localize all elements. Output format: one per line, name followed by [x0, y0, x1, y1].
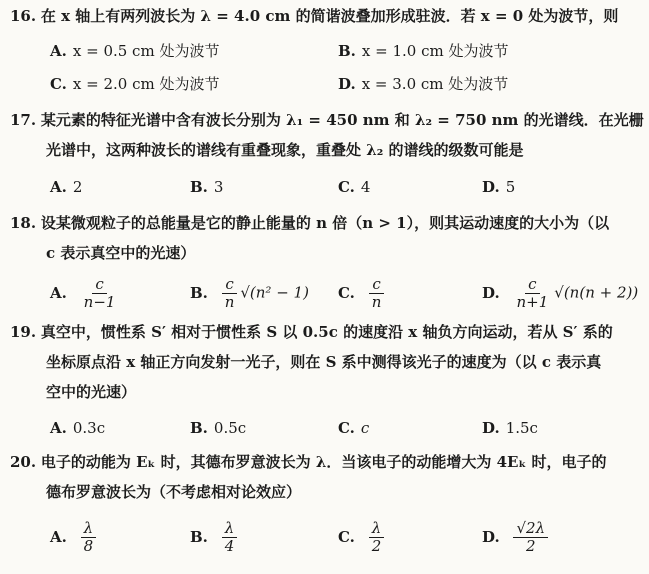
- question-number: 16.: [10, 7, 37, 25]
- question-16-stem-line-1: [10, 6, 618, 26]
- question-19-stem-line-2: 坐标原点沿 x 轴正方向发射一光子，则在 S 系中测得该光子的速度为（以 c 表示真: [46, 353, 602, 371]
- option-c: C. $\frac{\lambda}{2}$: [338, 520, 387, 555]
- radical-expression: √(n(n + 2)): [554, 283, 639, 302]
- question-number: 17.: [10, 111, 37, 129]
- question-20-stem-line-1: 20. 电子的动能为 Eₖ 时，其德布罗意波长为 λ．当该电子的动能增大为 4Eₖ 时，电子的: [10, 453, 607, 471]
- fraction: $\frac{c}{n}$: [222, 276, 238, 311]
- question-19-stem-line-1: 19. 真空中，惯性系 S′ 相对于惯性系 S 以 0.5c 的速度沿 x 轴负方向运动，若从 S′ 系的: [10, 323, 613, 341]
- option-a: A. $\frac{\lambda}{8}$: [50, 520, 99, 555]
- option-a: A. 2: [50, 178, 83, 196]
- fraction: $\frac{√2\lambda}{2}$: [513, 520, 548, 555]
- fraction: $\frac{c}{n-1}$: [83, 275, 116, 311]
- question-number: 20.: [10, 453, 37, 471]
- question-18-stem-line-2: c 表示真空中的光速）: [46, 244, 196, 262]
- question-number: 19.: [10, 323, 37, 341]
- option-a: A. $\frac{c}{n-1}$: [50, 276, 121, 311]
- option-b: B. $\frac{c}{n}$ √(n² − 1): [190, 275, 309, 311]
- fraction: $\frac{\lambda}{2}$: [369, 520, 385, 555]
- option-d: D. 5: [482, 178, 516, 196]
- question-stem-text: 在 x 轴上有两列波长为 λ = 4.0 cm 的简谐波叠加形成驻波．若 x = 0 处为波节，则: [40, 7, 619, 25]
- option-d: D. $\frac{c}{n+1}$ √(n(n + 2)): [482, 275, 639, 311]
- question-18-stem-line-1: 18. 设某微观粒子的总能量是它的静止能量的 n 倍（n > 1），则其运动速度的大小为（以: [10, 214, 610, 232]
- option-c: C. $\frac{c}{n}$: [338, 276, 387, 311]
- option-a: A. x = 0.5 cm 处为波节: [50, 42, 220, 60]
- option-d: D. $\frac{√2\lambda}{2}$: [482, 520, 551, 555]
- fraction: $\frac{c}{n}$: [369, 276, 385, 311]
- radical-expression: √(n² − 1): [240, 283, 309, 302]
- option-b: B. x = 1.0 cm 处为波节: [338, 42, 509, 60]
- fraction: $\frac{\lambda}{8}$: [81, 520, 97, 555]
- fraction: $\frac{c}{n+1}$: [516, 275, 549, 311]
- question-number: 18.: [10, 214, 37, 232]
- option-b: B. 3: [190, 178, 224, 196]
- question-19-stem-line-3: 空中的光速）: [46, 383, 137, 401]
- option-c: C. x = 2.0 cm 处为波节: [50, 75, 220, 93]
- option-d: D. x = 3.0 cm 处为波节: [338, 75, 509, 93]
- option-c: C. 4: [338, 178, 371, 196]
- question-17-stem-line-2: 光谱中，这两种波长的谱线有重叠现象，重叠处 λ₂ 的谱线的级数可能是: [46, 141, 524, 159]
- question-20-stem-line-2: 德布罗意波长为（不考虑相对论效应）: [46, 483, 302, 501]
- option-d: D. 1.5c: [482, 419, 538, 437]
- question-17-stem-line-1: 17. 某元素的特征光谱中含有波长分别为 λ₁ = 450 nm 和 λ₂ = 750 nm 的光谱线．在光栅: [10, 111, 644, 129]
- option-c: C. c: [338, 419, 370, 437]
- option-b: B. 0.5c: [190, 419, 247, 437]
- fraction: $\frac{\lambda}{4}$: [222, 520, 238, 555]
- option-b: B. $\frac{\lambda}{4}$: [190, 520, 240, 555]
- option-a: A. 0.3c: [50, 419, 106, 437]
